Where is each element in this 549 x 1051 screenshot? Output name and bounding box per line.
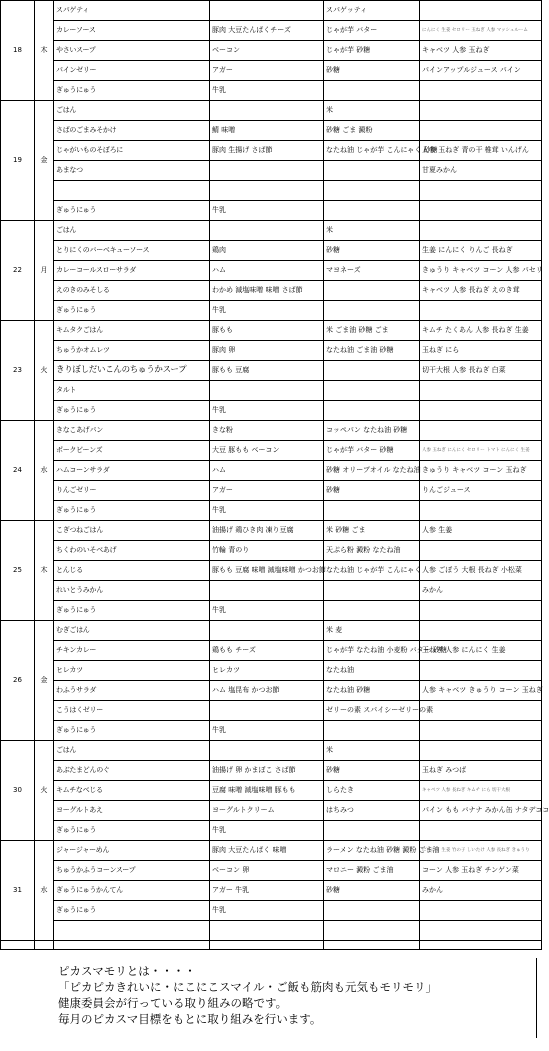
ingredients-red: きな粉 <box>210 421 324 441</box>
dish-name: ぎゅうにゅう <box>54 81 210 101</box>
dish-name <box>54 181 210 201</box>
menu-row <box>1 61 542 81</box>
menu-row <box>1 321 542 341</box>
ingredients-yellow: 天ぷら粉 澱粉 なたね油 <box>324 541 420 561</box>
note-line: ピカスマモリとは・・・・ <box>58 964 196 978</box>
menu-row <box>1 401 542 421</box>
ingredients-green <box>420 401 542 421</box>
day-weekday: 金 <box>35 621 54 741</box>
ingredients-green: キャベツ 人参 長ねぎ えのき茸 <box>420 281 542 301</box>
ingredients-green: 切干大根 人参 長ねぎ 白菜 <box>420 361 542 381</box>
ingredients-yellow: 砂糖 <box>324 481 420 501</box>
dish-name: ぎゅうにゅう <box>54 601 210 621</box>
blank-cell <box>210 941 324 950</box>
menu-row <box>1 861 542 881</box>
ingredients-yellow: じゃが芋 バター 砂糖 <box>324 441 420 461</box>
dish-name: ジャージャーめん <box>54 841 210 861</box>
dish-name: ちくわのいそべあげ <box>54 541 210 561</box>
dish-name: チキンカレー <box>54 641 210 661</box>
ingredients-red: わかめ 減塩味噌 味噌 さば節 <box>210 281 324 301</box>
ingredients-red: ベーコン <box>210 41 324 61</box>
menu-row <box>1 41 542 61</box>
ingredients-green <box>420 181 542 201</box>
menu-row <box>1 21 542 41</box>
ingredients-red: 竹輪 青のり <box>210 541 324 561</box>
ingredients-red <box>210 581 324 601</box>
ingredients-green <box>420 901 542 921</box>
ingredients-red: 牛乳 <box>210 601 324 621</box>
menu-row <box>1 361 542 381</box>
ingredients-red <box>210 181 324 201</box>
ingredients-red: 大豆 豚もも ベーコン <box>210 441 324 461</box>
ingredients-red <box>210 161 324 181</box>
dish-name: ポークビーンズ <box>54 441 210 461</box>
day-weekday: 水 <box>35 841 54 941</box>
ingredients-green <box>420 621 542 641</box>
ingredients-yellow: じゃが芋 バター <box>324 21 420 41</box>
ingredients-yellow: 砂糖 <box>324 761 420 781</box>
dish-name: えのきのみそしる <box>54 281 210 301</box>
day-date: 24 <box>1 421 35 521</box>
ingredients-yellow <box>324 601 420 621</box>
ingredients-red: アガー <box>210 481 324 501</box>
ingredients-green: 玉ねぎ 人参 にんにく 生姜 <box>420 641 542 661</box>
menu-row <box>1 421 542 441</box>
ingredients-green: 玉ねぎ みつば <box>420 761 542 781</box>
menu-row <box>1 561 542 581</box>
ingredients-yellow: 米 <box>324 221 420 241</box>
dish-name: ヒレカツ <box>54 661 210 681</box>
ingredients-red: ヒレカツ <box>210 661 324 681</box>
blank-row <box>1 941 542 950</box>
note-line: 健康委員会が行っている取り組みの略です。 <box>58 996 288 1010</box>
ingredients-green: 人参 生姜 <box>420 521 542 541</box>
dish-name: ぎゅうにゅう <box>54 721 210 741</box>
dish-name: ハムコーンサラダ <box>54 461 210 481</box>
ingredients-green: りんごジュース <box>420 481 542 501</box>
menu-row <box>1 601 542 621</box>
menu-row <box>1 141 542 161</box>
ingredients-red: 牛乳 <box>210 201 324 221</box>
ingredients-red: 鶏もも チーズ <box>210 641 324 661</box>
menu-row <box>1 301 542 321</box>
menu-row <box>1 101 542 121</box>
ingredients-red: 豆腐 味噌 減塩味噌 豚もも <box>210 781 324 801</box>
day-date: 31 <box>1 841 35 941</box>
menu-row <box>1 661 542 681</box>
ingredients-green <box>420 601 542 621</box>
ingredients-yellow: じゃが芋 なたね油 小麦粉 バター 砂糖 <box>324 641 420 661</box>
ingredients-red: 牛乳 <box>210 901 324 921</box>
ingredients-red <box>210 221 324 241</box>
menu-row <box>1 921 542 941</box>
ingredients-yellow: なたね油 じゃが芋 こんにゃく <box>324 561 420 581</box>
day-date: 30 <box>1 741 35 841</box>
ingredients-green: きゅうり キャベツ コーン 人参 パセリ <box>420 261 542 281</box>
ingredients-yellow: 米 麦 <box>324 621 420 641</box>
ingredients-green <box>420 541 542 561</box>
ingredients-red: ベーコン 卵 <box>210 861 324 881</box>
ingredients-red: 豚肉 生揚げ さば節 <box>210 141 324 161</box>
note-line: 毎月のピカスマ目標をもとに取り組みを行います。 <box>58 1012 322 1026</box>
menu-row <box>1 221 542 241</box>
ingredients-green: キムチ たくあん 人参 長ねぎ 生姜 <box>420 321 542 341</box>
ingredients-red <box>210 101 324 121</box>
dish-name: こうはくゼリー <box>54 701 210 721</box>
ingredients-red: 豚肉 卵 <box>210 341 324 361</box>
menu-row <box>1 281 542 301</box>
ingredients-yellow: ゼリーの素 スパイシーゼリーの素 <box>324 701 420 721</box>
blank-cell <box>420 941 542 950</box>
dish-name: きなこあげパン <box>54 421 210 441</box>
ingredients-yellow: ラーメン なたね油 砂糖 澱粉 ごま油 <box>324 841 420 861</box>
ingredients-red: ハム 塩昆布 かつお節 <box>210 681 324 701</box>
ingredients-red <box>210 741 324 761</box>
menu-row <box>1 841 542 861</box>
menu-row <box>1 501 542 521</box>
menu-row <box>1 81 542 101</box>
ingredients-red <box>210 381 324 401</box>
ingredients-red: 鶏肉 <box>210 241 324 261</box>
ingredients-red: 豚もも <box>210 321 324 341</box>
menu-row <box>1 341 542 361</box>
ingredients-green: にんにく 生姜 セロリー 玉ねぎ 人参 マッシュルーム <box>420 21 542 41</box>
dish-name: りんごゼリー <box>54 481 210 501</box>
menu-row <box>1 161 542 181</box>
ingredients-green: 人参 ごぼう 大根 長ねぎ 小松菜 <box>420 561 542 581</box>
dish-name: ぎゅうにゅうかんてん <box>54 881 210 901</box>
ingredients-green: みかん <box>420 581 542 601</box>
ingredients-yellow: 米 <box>324 741 420 761</box>
ingredients-green <box>420 101 542 121</box>
dish-name: ごはん <box>54 741 210 761</box>
menu-row <box>1 801 542 821</box>
blank-cell <box>1 941 35 950</box>
ingredients-red: 豚肉 大豆たんぱくチーズ <box>210 21 324 41</box>
ingredients-green <box>420 921 542 941</box>
ingredients-green: 人参 玉ねぎ にんにく セロリー トマト にんにく 生姜 <box>420 441 542 461</box>
ingredients-yellow: スパゲッティ <box>324 1 420 21</box>
day-weekday: 火 <box>35 741 54 841</box>
ingredients-green <box>420 1 542 21</box>
ingredients-green <box>420 221 542 241</box>
menu-row <box>1 1 542 21</box>
day-weekday: 月 <box>35 221 54 321</box>
dish-name: ちゅうかふうコーンスープ <box>54 861 210 881</box>
ingredients-yellow <box>324 901 420 921</box>
dish-name: とりにくのバーベキューソース <box>54 241 210 261</box>
note-line: 「ピカピカきれいに・にこにこスマイル・ご飯も筋肉も元気もモリモリ」 <box>58 980 438 994</box>
ingredients-red: ハム <box>210 261 324 281</box>
menu-row <box>1 441 542 461</box>
ingredients-red: 豚肉 大豆たんぱく 味噌 <box>210 841 324 861</box>
menu-row <box>1 181 542 201</box>
ingredients-red: アガー <box>210 61 324 81</box>
menu-row <box>1 201 542 221</box>
menu-row <box>1 241 542 261</box>
pikasuma-note <box>58 963 437 1027</box>
ingredients-green: きゅうり キャベツ コーン 玉ねぎ <box>420 461 542 481</box>
dish-name: ごはん <box>54 221 210 241</box>
ingredients-yellow: なたね油 砂糖 <box>324 681 420 701</box>
ingredients-green: 人参 玉ねぎ 青の干 椎茸 いんげん <box>420 141 542 161</box>
menu-row <box>1 741 542 761</box>
menu-row <box>1 541 542 561</box>
ingredients-green: パインアップルジュース パイン <box>420 61 542 81</box>
ingredients-yellow: 砂糖 <box>324 881 420 901</box>
dish-name: ぎゅうにゅう <box>54 401 210 421</box>
day-date: 26 <box>1 621 35 741</box>
dish-name: ヨーグルトあえ <box>54 801 210 821</box>
ingredients-green: パイン もも バナナ みかん缶 ナタデココ <box>420 801 542 821</box>
ingredients-yellow: コッペパン なたね油 砂糖 <box>324 421 420 441</box>
ingredients-yellow: なたね油 <box>324 661 420 681</box>
day-date: 25 <box>1 521 35 621</box>
ingredients-red: ハム <box>210 461 324 481</box>
day-date: 19 <box>1 101 35 221</box>
ingredients-green <box>420 121 542 141</box>
ingredients-yellow: はちみつ <box>324 801 420 821</box>
dish-name: キムタクごはん <box>54 321 210 341</box>
dish-name: じゃがいものそぼろに <box>54 141 210 161</box>
ingredients-yellow <box>324 81 420 101</box>
ingredients-red <box>210 921 324 941</box>
menu-row <box>1 781 542 801</box>
ingredients-yellow: 砂糖 <box>324 61 420 81</box>
dish-name: こぎつねごはん <box>54 521 210 541</box>
ingredients-red: 牛乳 <box>210 821 324 841</box>
dish-name: とんじる <box>54 561 210 581</box>
dish-name: キムチなべじる <box>54 781 210 801</box>
dish-name: タルト <box>54 381 210 401</box>
dish-name: パインゼリー <box>54 61 210 81</box>
menu-row <box>1 721 542 741</box>
menu-row <box>1 901 542 921</box>
ingredients-yellow <box>324 501 420 521</box>
ingredients-green <box>420 81 542 101</box>
dish-name: さばのごまみそかけ <box>54 121 210 141</box>
ingredients-yellow <box>324 721 420 741</box>
ingredients-red <box>210 701 324 721</box>
menu-row <box>1 261 542 281</box>
blank-cell <box>54 941 210 950</box>
ingredients-red <box>210 1 324 21</box>
dish-name: ぎゅうにゅう <box>54 821 210 841</box>
dish-name: あぶたまどんのぐ <box>54 761 210 781</box>
day-weekday: 木 <box>35 521 54 621</box>
ingredients-yellow: 砂糖 <box>324 241 420 261</box>
menu-row <box>1 761 542 781</box>
dish-name: ぎゅうにゅう <box>54 901 210 921</box>
ingredients-yellow <box>324 281 420 301</box>
menu-row <box>1 821 542 841</box>
day-weekday: 火 <box>35 321 54 421</box>
day-weekday: 木 <box>35 1 54 101</box>
menu-row <box>1 461 542 481</box>
ingredients-green: 玉ねぎ にら <box>420 341 542 361</box>
dish-name: むぎごはん <box>54 621 210 641</box>
ingredients-yellow: 砂糖 オリーブオイル なたね油 <box>324 461 420 481</box>
ingredients-yellow: じゃが芋 砂糖 <box>324 41 420 61</box>
ingredients-yellow <box>324 301 420 321</box>
ingredients-yellow <box>324 201 420 221</box>
ingredients-yellow <box>324 921 420 941</box>
ingredients-yellow <box>324 821 420 841</box>
ingredients-yellow: 米 <box>324 101 420 121</box>
ingredients-yellow: なたね油 ごま油 砂糖 <box>324 341 420 361</box>
ingredients-yellow <box>324 581 420 601</box>
ingredients-green: キャベツ 人参 玉ねぎ <box>420 41 542 61</box>
ingredients-green: コーン 人参 玉ねぎ チンゲン菜 <box>420 861 542 881</box>
ingredients-red: 鯖 味噌 <box>210 121 324 141</box>
menu-row <box>1 621 542 641</box>
ingredients-yellow: 米 砂糖 ごま <box>324 521 420 541</box>
ingredients-green: にんにく 生姜 竹の子 しいたけ 人参 長ねぎ きゅうり <box>420 841 542 861</box>
ingredients-yellow <box>324 401 420 421</box>
ingredients-green: キャベツ 人参 長ねぎ キムチ にら 切干大根 <box>420 781 542 801</box>
ingredients-yellow: 米 ごま油 砂糖 ごま <box>324 321 420 341</box>
ingredients-red: 牛乳 <box>210 501 324 521</box>
ingredients-green <box>420 741 542 761</box>
menu-row <box>1 581 542 601</box>
blank-cell <box>35 941 54 950</box>
blank-cell <box>324 941 420 950</box>
dish-name: カレーコールスローサラダ <box>54 261 210 281</box>
dish-name: ぎゅうにゅう <box>54 201 210 221</box>
menu-row <box>1 641 542 661</box>
dish-name: わふうサラダ <box>54 681 210 701</box>
note-divider <box>536 958 537 1038</box>
ingredients-green <box>420 381 542 401</box>
ingredients-green <box>420 421 542 441</box>
ingredients-yellow <box>324 161 420 181</box>
menu-row <box>1 381 542 401</box>
dish-name <box>54 921 210 941</box>
day-weekday: 水 <box>35 421 54 521</box>
ingredients-yellow: なたね油 じゃが芋 こんにゃく 砂糖 <box>324 141 420 161</box>
menu-row <box>1 881 542 901</box>
ingredients-yellow: マロニー 澱粉 ごま油 <box>324 861 420 881</box>
ingredients-green <box>420 821 542 841</box>
dish-name: ちゅうかオムレツ <box>54 341 210 361</box>
menu-row <box>1 121 542 141</box>
dish-name: ぎゅうにゅう <box>54 501 210 521</box>
day-date: 22 <box>1 221 35 321</box>
ingredients-green: 人参 キャベツ きゅうり コーン 玉ねぎ <box>420 681 542 701</box>
ingredients-green <box>420 201 542 221</box>
ingredients-green: みかん <box>420 881 542 901</box>
menu-row <box>1 701 542 721</box>
ingredients-green: 甘夏みかん <box>420 161 542 181</box>
dish-name: スパゲティ <box>54 1 210 21</box>
ingredients-yellow: マヨネーズ <box>324 261 420 281</box>
day-date: 18 <box>1 1 35 101</box>
ingredients-red: 牛乳 <box>210 401 324 421</box>
ingredients-green <box>420 501 542 521</box>
ingredients-red <box>210 621 324 641</box>
ingredients-green: 生姜 にんにく りんご 長ねぎ <box>420 241 542 261</box>
ingredients-red: アガー 牛乳 <box>210 881 324 901</box>
dish-name: あまなつ <box>54 161 210 181</box>
ingredients-red: 牛乳 <box>210 301 324 321</box>
ingredients-red: 牛乳 <box>210 81 324 101</box>
ingredients-green <box>420 721 542 741</box>
ingredients-red: 豚もも 豆腐 <box>210 361 324 381</box>
ingredients-yellow <box>324 181 420 201</box>
ingredients-yellow <box>324 361 420 381</box>
day-weekday: 金 <box>35 101 54 221</box>
dish-name: きりぼしだいこんのちゅうかスープ <box>54 361 210 381</box>
dish-name: ごはん <box>54 101 210 121</box>
dish-name: ぎゅうにゅう <box>54 301 210 321</box>
menu-row <box>1 681 542 701</box>
ingredients-yellow <box>324 381 420 401</box>
dish-name: カレーソース <box>54 21 210 41</box>
ingredients-red: 油揚げ 鶏ひき肉 凍り豆腐 <box>210 521 324 541</box>
ingredients-red: 牛乳 <box>210 721 324 741</box>
ingredients-yellow: しらたき <box>324 781 420 801</box>
menu-row <box>1 481 542 501</box>
ingredients-red: 豚もも 豆腐 味噌 減塩味噌 かつお節 <box>210 561 324 581</box>
ingredients-red: 油揚げ 卵 かまぼこ さば節 <box>210 761 324 781</box>
ingredients-green <box>420 701 542 721</box>
ingredients-green <box>420 301 542 321</box>
dish-name: やさいスープ <box>54 41 210 61</box>
ingredients-yellow: 砂糖 ごま 澱粉 <box>324 121 420 141</box>
ingredients-red: ヨーグルトクリーム <box>210 801 324 821</box>
dish-name: れいとうみかん <box>54 581 210 601</box>
ingredients-green <box>420 661 542 681</box>
menu-row <box>1 521 542 541</box>
day-date: 23 <box>1 321 35 421</box>
